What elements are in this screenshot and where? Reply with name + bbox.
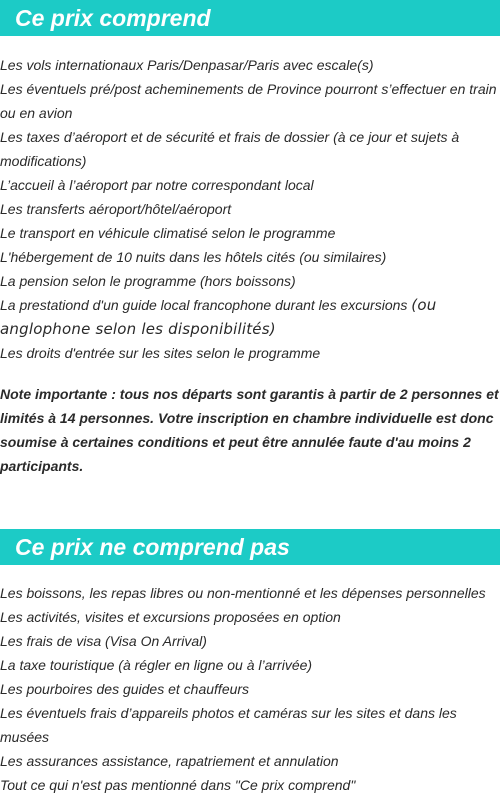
list-item: L’accueil à l’aéroport par notre correspondant local [0, 177, 314, 193]
list-item: Les pourboires des guides et chauffeurs [0, 681, 250, 697]
list-item: Les éventuels frais d’appareils photos et caméras sur les sites et dans les musées [0, 705, 457, 745]
list-item: Les boissons, les repas libres ou non-mentionné et les dépenses personnelles [0, 585, 486, 601]
list-item: La pension selon le programme (hors boissons) [0, 273, 296, 289]
list-item: Les taxes d’aéroport et de sécurité et frais de dossier (à ce jour et sujets à modifications) [0, 129, 460, 169]
list-item: Les droits d'entrée sur les sites selon le programme [0, 345, 321, 361]
list-item: Les vols internationaux Paris/Denpasar/Paris avec escale(s) [0, 57, 374, 73]
list-item: Les activités, visites et excursions proposées en option [0, 609, 341, 625]
list-item: La taxe touristique (à régler en ligne ou à l’arrivée) [0, 657, 313, 673]
list-item: Le transport en véhicule climatisé selon le programme [0, 225, 336, 241]
list-item: Les éventuels pré/post acheminements de Province pourront s’effectuer en train ou en avion [0, 81, 497, 121]
list-item: La prestationd d'un guide local francophone durant les excursions (ou anglophone selon les disponibilités) [0, 296, 437, 338]
list-item: L'hébergement de 10 nuits dans les hôtels cités (ou similaires) [0, 249, 387, 265]
excludes-list [0, 581, 500, 797]
list-item: Les transferts aéroport/hôtel/aéroport [0, 201, 232, 217]
list-item: Les assurances assistance, rapatriement et annulation [0, 753, 339, 769]
important-note: Note importante : tous nos départs sont garantis à partir de 2 personnes et limités à 14 personnes. Votre inscription en chambre individuelle est donc soumise à certaines conditions et peut être annulée faute d'au moins 2 participants. [0, 386, 499, 474]
section-title-includes: Ce prix comprend [0, 0, 500, 36]
includes-list [0, 53, 500, 365]
section-title-excludes: Ce prix ne comprend pas [0, 529, 500, 565]
list-item: Tout ce qui n'est pas mentionné dans "Ce prix comprend" [0, 777, 356, 793]
alternate-language-note: (ou anglophone selon les disponibilités) [0, 296, 437, 338]
list-item: Les frais de visa (Visa On Arrival) [0, 633, 207, 649]
